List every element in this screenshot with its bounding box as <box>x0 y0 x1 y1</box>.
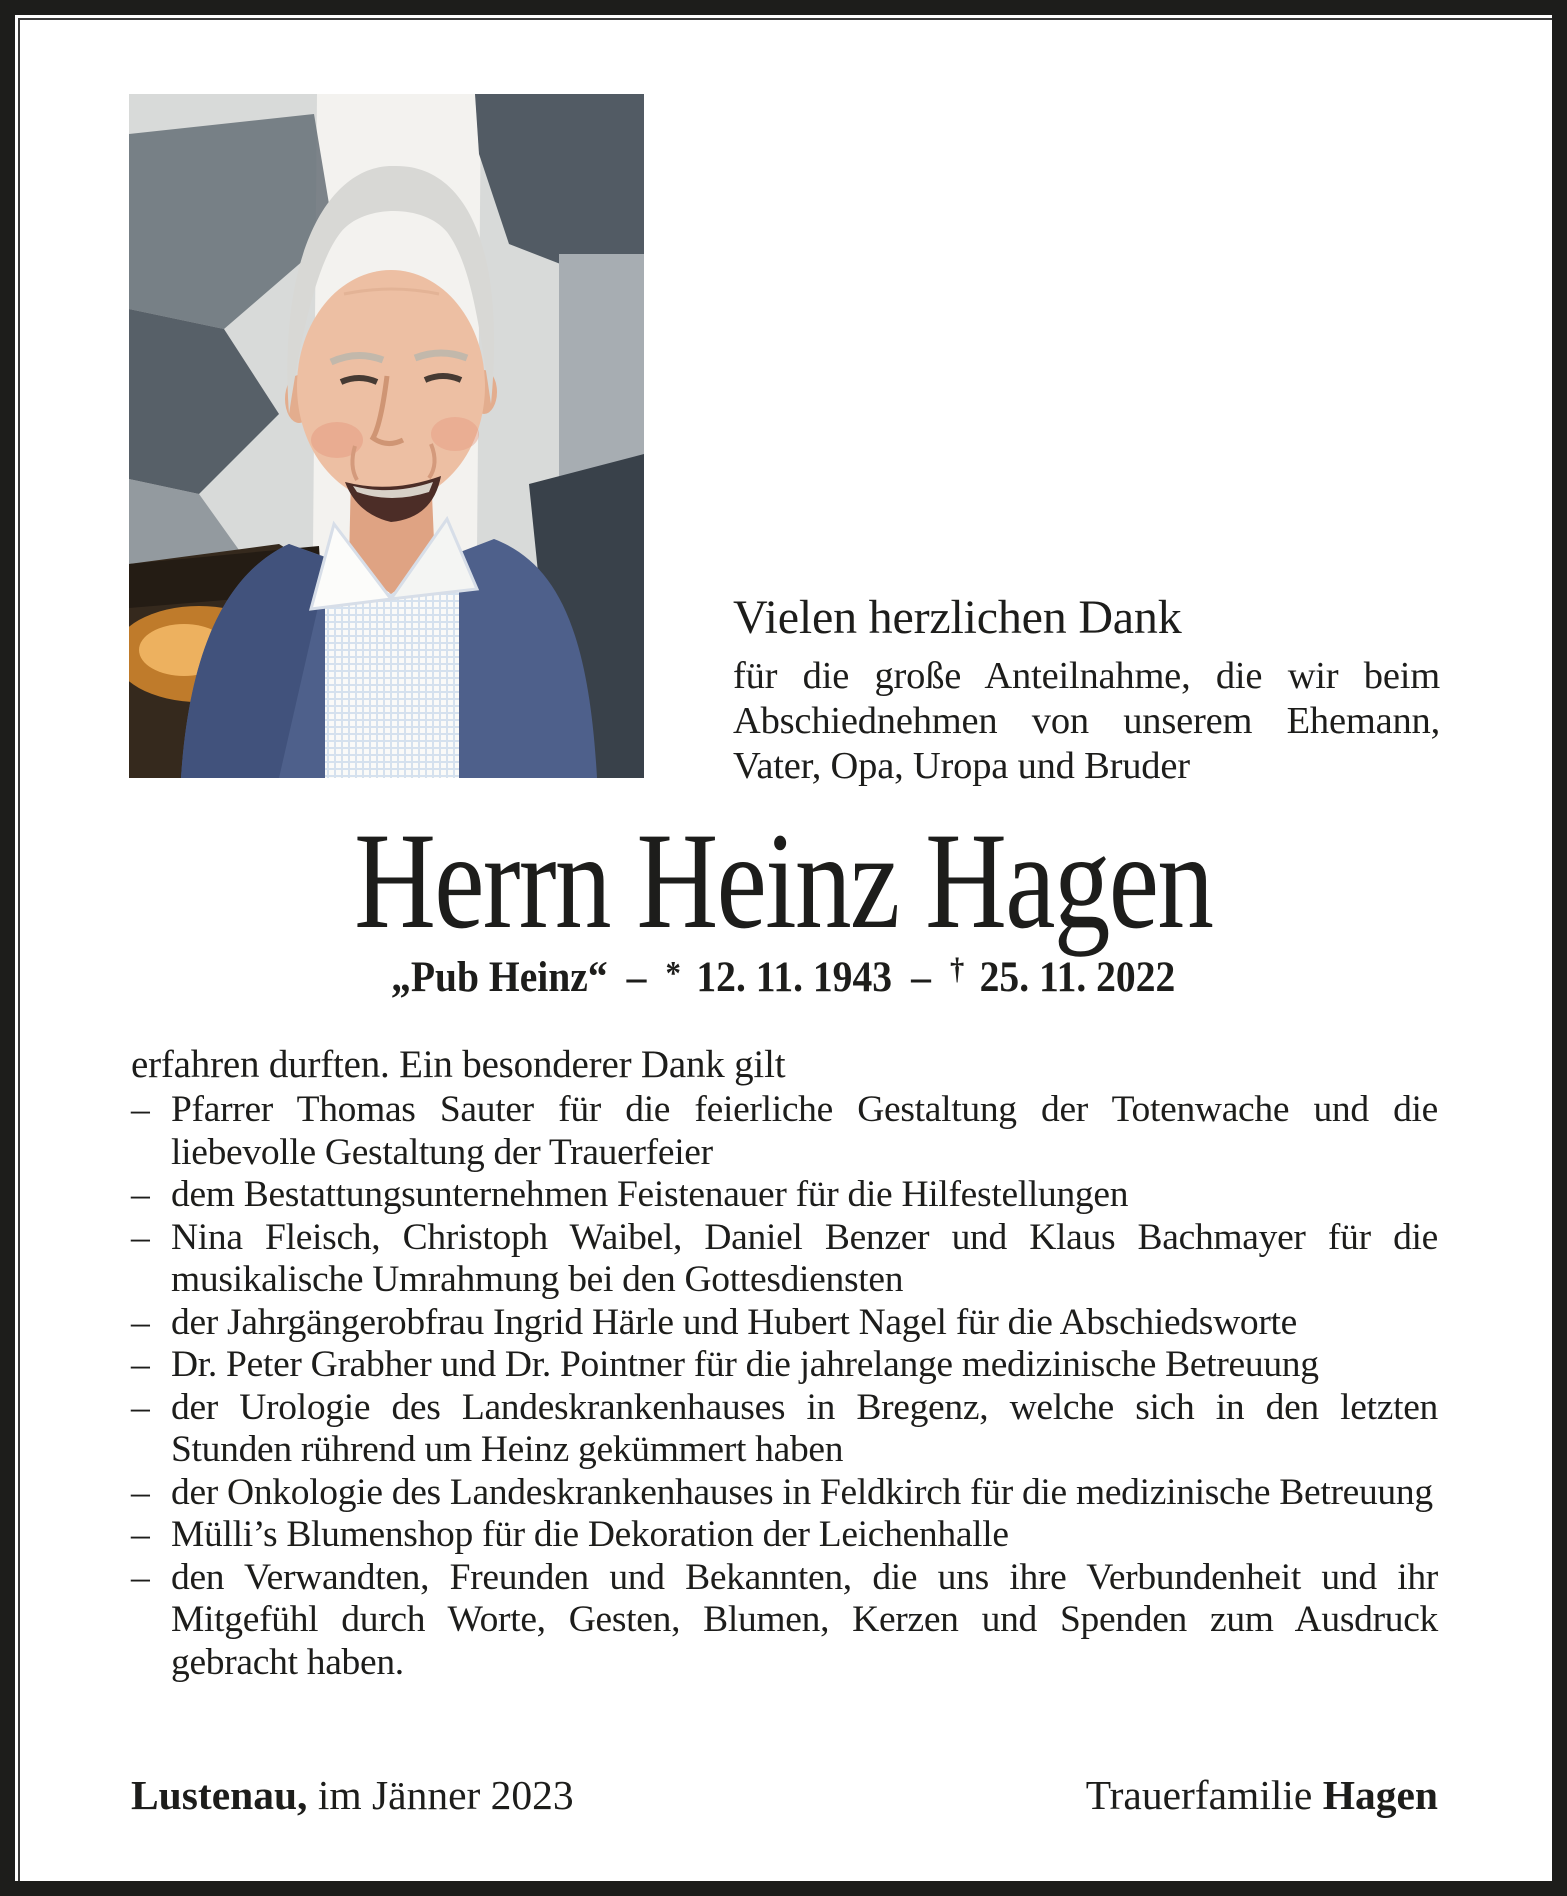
nickname-label: „Pub Heinz“ <box>391 953 608 1001</box>
thanks-item <box>131 1514 1438 1557</box>
deceased-name-title <box>130 804 1437 957</box>
dash-bullet: – <box>131 1301 150 1343</box>
thanks-item-text: der Urologie des Landeskrankenhauses in Bregenz, welche sich in den letzten Stunden rührend um Heinz gekümmert haben <box>171 1386 1438 1470</box>
face <box>297 270 485 502</box>
deceased-name-text: Herrn Heinz Hagen <box>354 804 1213 957</box>
portrait-photo-illustration <box>129 94 644 778</box>
intro-paragraph: für die große Anteilnahme, die wir beim Abschiednehmen von unserem Ehemann, Vater, Opa, Uropa und Bruder <box>733 655 1440 787</box>
dash-bullet: – <box>131 1216 150 1258</box>
thanks-item <box>131 1302 1438 1345</box>
dash-bullet: – <box>131 1344 150 1385</box>
footer-family-label: Trauerfamilie <box>1085 1772 1323 1818</box>
footer-row <box>131 1771 1438 1821</box>
thanks-item <box>131 1089 1438 1174</box>
death-symbol: † <box>950 951 965 986</box>
thanks-item <box>131 1217 1438 1302</box>
dash-bullet: – <box>131 1514 150 1555</box>
dash-bullet: – <box>131 1089 150 1130</box>
thanks-item <box>131 1387 1438 1472</box>
dash-bullet: – <box>131 1386 150 1428</box>
thanks-item-text: den Verwandten, Freunden und Bekannten, die uns ihre Verbundenheit und ihr Mitgefühl durch Worte, Gesten, Blumen, Kerzen und Spenden zum Ausdruck gebracht haben. <box>171 1556 1438 1683</box>
thanks-item <box>131 1174 1438 1217</box>
dash-bullet: – <box>131 1556 150 1598</box>
thanks-item-text: Nina Fleisch, Christoph Waibel, Daniel Benzer und Klaus Bachmayer für die musikalische Umrahmung bei den Gottesdiensten <box>171 1216 1438 1300</box>
thanks-item <box>131 1557 1438 1685</box>
vita-line <box>130 952 1437 1001</box>
footer-place: Lustenau, <box>131 1772 308 1818</box>
continuation-line: erfahren durften. Ein besonderer Dank gilt <box>131 1043 786 1086</box>
dash-bullet: – <box>131 1174 150 1215</box>
footer-family-name: Hagen <box>1322 1772 1438 1818</box>
thanks-item <box>131 1344 1438 1387</box>
thanks-item-text: der Jahrgängerobfrau Ingrid Härle und Hubert Nagel für die Abschiedsworte <box>171 1301 1297 1343</box>
thanks-heading: Vielen herzlichen Dank <box>733 591 1182 644</box>
thanks-list <box>131 1089 1438 1684</box>
obituary-page <box>15 15 1552 1881</box>
thanks-item-text: dem Bestattungsunternehmen Feistenauer für die Hilfestellungen <box>171 1174 1129 1215</box>
footer-date: im Jänner 2023 <box>307 1772 574 1818</box>
footer-family <box>1086 1771 1438 1821</box>
dash-bullet: – <box>131 1471 150 1513</box>
thanks-item <box>131 1472 1438 1515</box>
separator-dash: – <box>911 953 932 1001</box>
birth-symbol: * <box>665 955 682 993</box>
birth-date: 12. 11. 1943 <box>696 953 893 1001</box>
thanks-item-text: Mülli’s Blumenshop für die Dekoration der Leichenhalle <box>171 1514 1009 1555</box>
footer-place-date <box>131 1771 574 1821</box>
portrait-photo <box>129 94 644 778</box>
thanks-item-text: der Onkologie des Landeskrankenhauses in Feldkirch für die medizinische Betreuung <box>171 1471 1433 1513</box>
separator-dash: – <box>626 953 647 1001</box>
thanks-item-text: Dr. Peter Grabher und Dr. Pointner für die jahrelange medizinische Betreuung <box>171 1344 1319 1385</box>
death-date: 25. 11. 2022 <box>979 953 1176 1001</box>
thanks-item-text: Pfarrer Thomas Sauter für die feierliche Gestaltung der Totenwache und die liebevolle Gestaltung der Trauerfeier <box>171 1089 1438 1173</box>
